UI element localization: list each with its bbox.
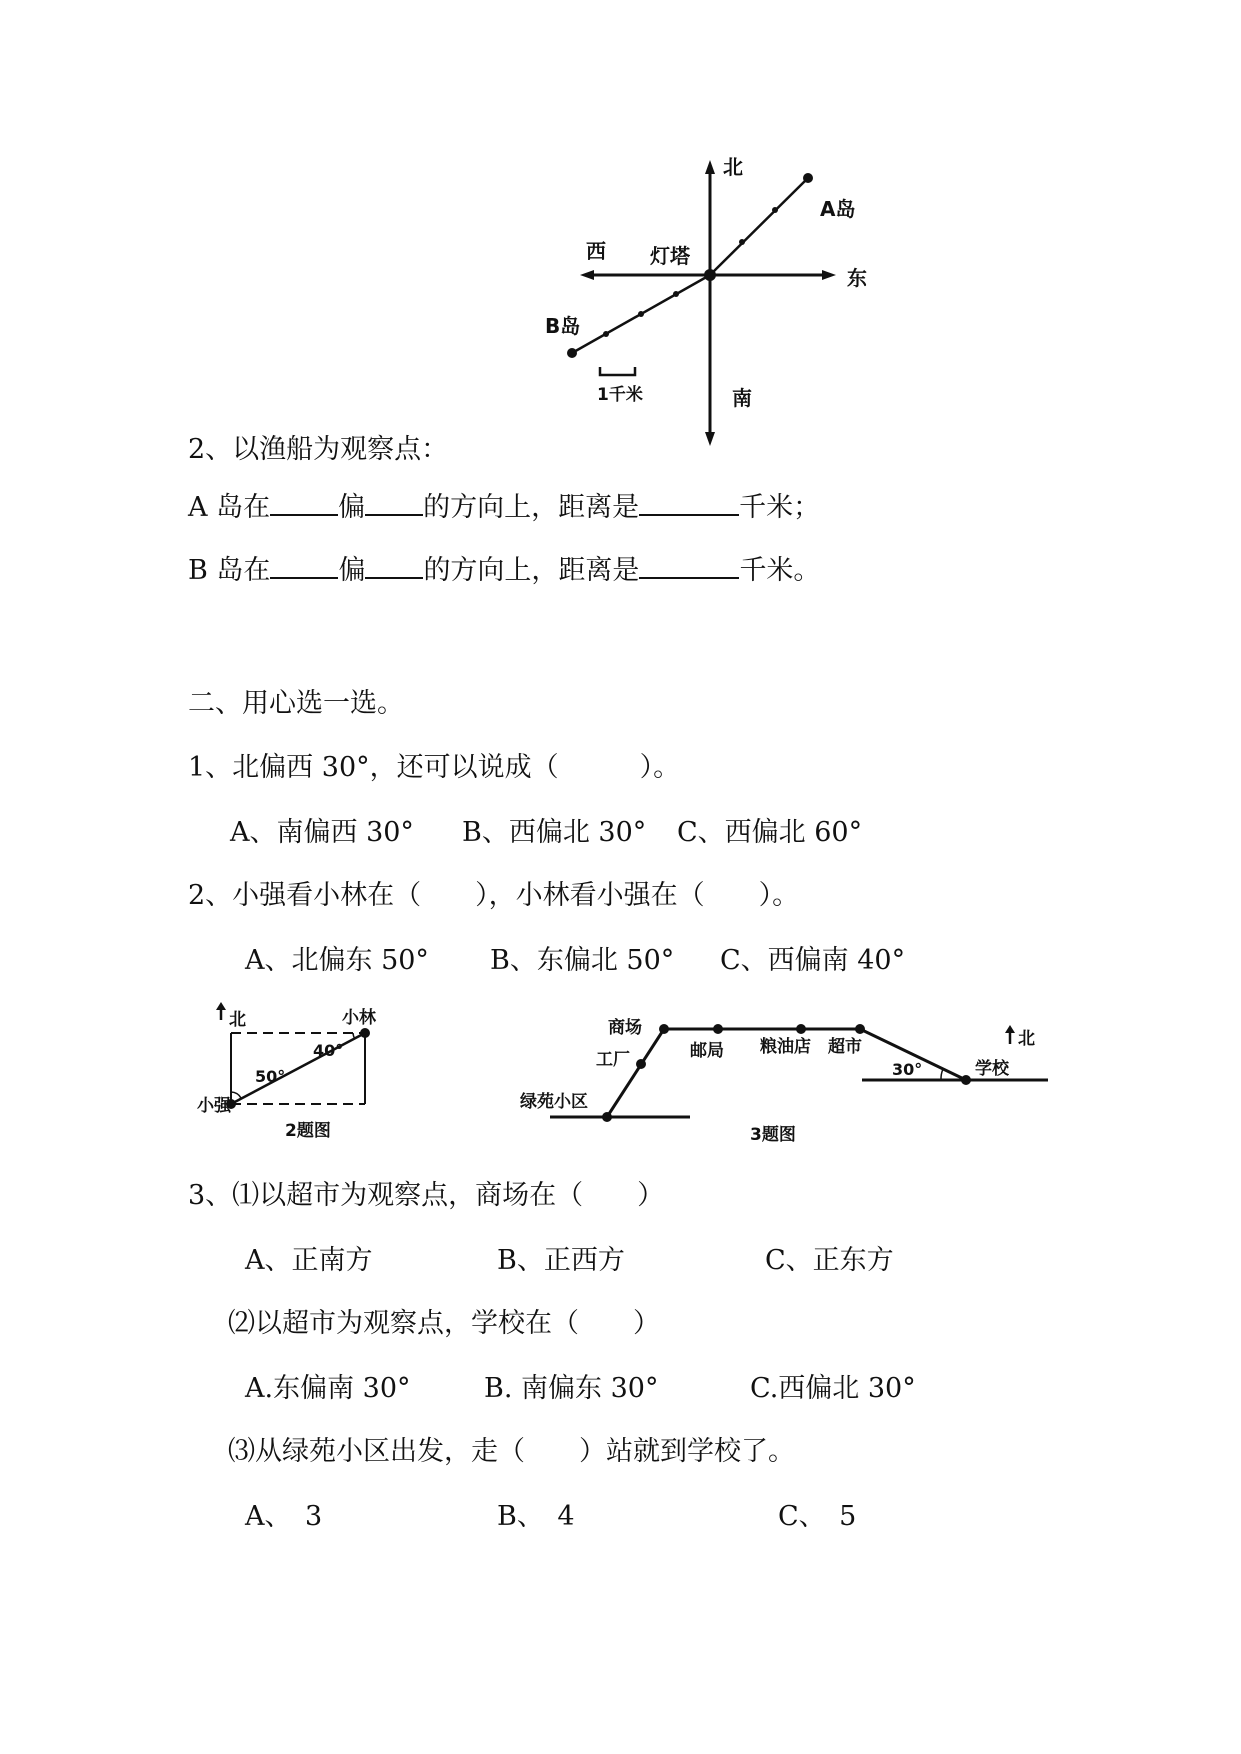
angle-40-label: 40° [313, 1041, 344, 1060]
choice-1-option-b[interactable]: B、西偏北 30° [462, 817, 647, 848]
question-2-a: A 岛在 偏 的方向上，距离是 千米； [188, 492, 821, 523]
choice-3-1-option-c[interactable]: C、正东方 [765, 1245, 894, 1276]
choice-3-question-2: ⑵以超市为观察点，学校在（ ） [228, 1308, 660, 1339]
angle-30-label: 30° [892, 1060, 923, 1079]
choice-3-1-option-a[interactable]: A、正南方 [245, 1245, 373, 1276]
supermarket-label: 超市 [828, 1037, 862, 1057]
answer-blank[interactable] [639, 555, 739, 579]
figure-3-route-map [510, 1010, 1060, 1160]
figure-3-caption: 3题图 [750, 1125, 796, 1145]
choice-3-3-option-c[interactable]: C、 5 [778, 1501, 857, 1532]
choice-1-option-c[interactable]: C、西偏北 60° [677, 817, 863, 848]
east-label: 东 [847, 266, 867, 290]
section-2-title: 二、用心选一选。 [188, 688, 404, 719]
factory-label: 工厂 [596, 1050, 630, 1070]
choice-3-question-3: ⑶从绿苑小区出发，走（ ）站就到学校了。 [228, 1436, 795, 1467]
community-label: 绿苑小区 [520, 1092, 588, 1112]
answer-blank[interactable] [270, 492, 338, 516]
post-office-label: 邮局 [690, 1041, 724, 1061]
south-label: 南 [732, 386, 752, 410]
choice-2-option-a[interactable]: A、北偏东 50° [245, 945, 429, 976]
answer-blank[interactable] [365, 555, 423, 579]
choice-3-3-option-a[interactable]: A、 3 [245, 1501, 323, 1532]
choice-3-2-option-c[interactable]: C.西偏北 30° [750, 1373, 916, 1404]
choice-3-question-1: 3、⑴以超市为观察点，商场在（ ） [188, 1180, 665, 1211]
question-2-b: B 岛在 偏 的方向上，距离是 千米。 [188, 555, 821, 586]
island-b-label: B岛 [545, 314, 581, 338]
answer-blank[interactable] [270, 555, 338, 579]
answer-blank[interactable] [639, 492, 739, 516]
question-2-heading: 2、以渔船为观察点： [188, 434, 449, 465]
north-label: 北 [723, 155, 743, 179]
choice-3-3-option-b[interactable]: B、 4 [497, 1501, 575, 1532]
figure-lighthouse-map [545, 150, 980, 470]
figure-2-caption: 2题图 [285, 1121, 331, 1141]
answer-blank[interactable] [365, 492, 423, 516]
xiaoqiang-label: 小强 [197, 1096, 231, 1116]
choice-3-2-option-b[interactable]: B. 南偏东 30° [484, 1373, 659, 1404]
school-label: 学校 [975, 1059, 1009, 1079]
choice-2-option-c[interactable]: C、西偏南 40° [720, 945, 906, 976]
choice-1-option-a[interactable]: A、南偏西 30° [230, 817, 414, 848]
choice-3-1-option-b[interactable]: B、正西方 [497, 1245, 625, 1276]
scale-label: 1千米 [597, 385, 643, 405]
choice-3-2-option-a[interactable]: A.东偏南 30° [245, 1373, 411, 1404]
mall-label: 商场 [608, 1018, 642, 1038]
xiaolin-label: 小林 [342, 1008, 376, 1028]
island-a-label: A岛 [820, 197, 856, 221]
west-label: 西 [586, 239, 606, 263]
north-label: 北 [1018, 1029, 1035, 1049]
choice-2-question: 2、小强看小林在（ ），小林看小强在（ ）。 [188, 880, 800, 911]
grain-shop-label: 粮油店 [760, 1037, 811, 1057]
choice-2-option-b[interactable]: B、东偏北 50° [490, 945, 675, 976]
lighthouse-label: 灯塔 [650, 244, 690, 268]
choice-1-question: 1、北偏西 30°，还可以说成（ ）。 [188, 752, 681, 783]
angle-50-label: 50° [255, 1067, 286, 1086]
north-label: 北 [229, 1010, 246, 1030]
figure-2-diagram [195, 1000, 435, 1150]
